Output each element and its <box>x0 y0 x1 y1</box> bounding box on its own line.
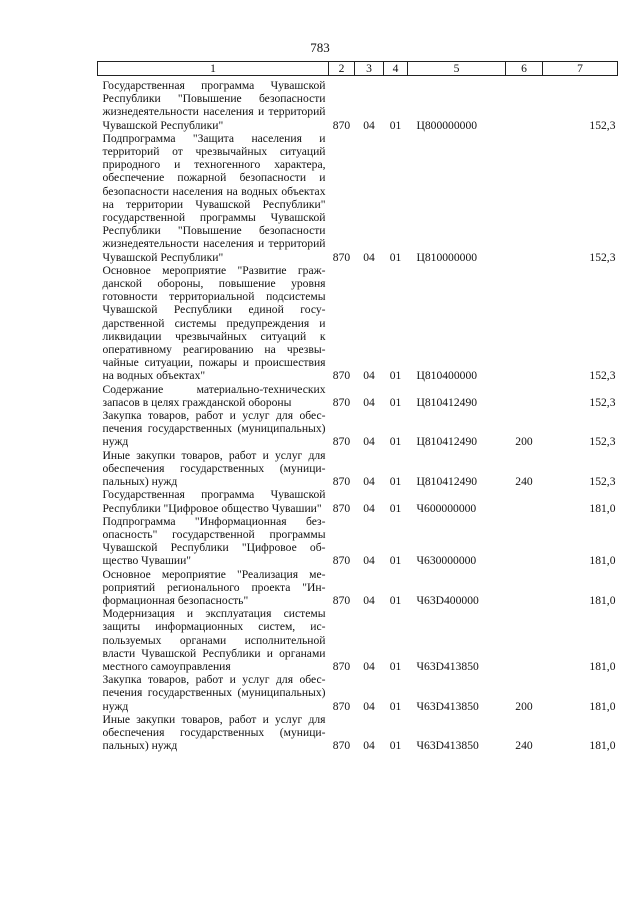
row-ministry-code: 870 <box>332 554 351 568</box>
row-section-code: 04 <box>363 395 375 409</box>
row-ministry-code: 870 <box>332 739 351 753</box>
header-col-2: 2 <box>329 62 355 76</box>
row-expense-type <box>506 568 543 608</box>
row-section-code: 04 <box>363 435 375 449</box>
row-subsection-code: 01 <box>389 369 402 383</box>
row-subsection-code: 01 <box>389 593 402 607</box>
table-header-row <box>98 62 618 76</box>
row-amount: 181,0 <box>589 554 616 568</box>
row-name: Подпрограмма "Защита населения и территорий от чрезвычайных ситуаций природного и техногенного характера, обеспечение пожарной безопасности и безопасности населения на водных объектах на территории Чувашской Республики" государственной программы Чувашской Республики "Повышение безопасности жизнедеятельности населения и территорий Чувашской Республики" <box>102 131 326 264</box>
table-row <box>98 383 618 409</box>
row-subsection-code: 01 <box>389 739 402 753</box>
row-subsection-code: 01 <box>389 699 402 713</box>
row-target-article: Ч63D413850 <box>416 699 479 713</box>
row-expense-type: 240 <box>515 739 533 753</box>
row-ministry-code: 870 <box>332 659 351 673</box>
row-expense-type <box>506 383 543 409</box>
header-col-5: 5 <box>408 62 506 76</box>
header-col-1: 1 <box>98 62 329 76</box>
table-row <box>98 673 618 713</box>
row-expense-type: 200 <box>515 435 533 449</box>
row-name: Закупка товаров, работ и услуг для обеспечения государственных (муниципальных) нужд <box>102 673 326 713</box>
row-expense-type: 200 <box>515 699 533 713</box>
row-amount: 181,0 <box>589 501 616 515</box>
row-name: Основное мероприятие "Реализация мероприятий регионального проекта "Информационная безопасность" <box>102 567 326 607</box>
row-section-code: 04 <box>363 554 375 568</box>
row-ministry-code: 870 <box>332 699 351 713</box>
table-row <box>98 607 618 673</box>
row-name: Основное мероприятие "Развитие гражданской обороны, повышение уровня готовности территориальной подсистемы Чувашской Республики единой государственной системы предупреждения и ликвидации чрезвычайных ситуаций к оперативному реагированию на чрезвычайные ситуации, пожары и происшествия на водных объектах" <box>102 263 326 383</box>
row-subsection-code: 01 <box>389 659 402 673</box>
row-amount: 181,0 <box>589 699 616 713</box>
header-col-6: 6 <box>506 62 543 76</box>
row-name: Содержание материально-технических запасов в целях гражданской обороны <box>102 382 326 409</box>
row-section-code: 04 <box>363 369 375 383</box>
row-subsection-code: 01 <box>389 554 402 568</box>
row-amount: 181,0 <box>589 739 616 753</box>
table-row <box>98 488 618 514</box>
row-amount: 152,3 <box>589 475 616 489</box>
row-section-code: 04 <box>363 659 375 673</box>
row-target-article: Ч63D413850 <box>416 739 479 753</box>
row-name: Государственная программа Чувашской Республики "Повышение безопасности жизнедеятельности населения и территорий Чувашской Республики" <box>102 79 326 132</box>
table-row <box>98 409 618 449</box>
row-ministry-code: 870 <box>332 369 351 383</box>
budget-table <box>97 61 618 752</box>
table-row <box>98 264 618 383</box>
row-target-article: Ч63D413850 <box>416 659 479 673</box>
table-row <box>98 568 618 608</box>
row-amount: 181,0 <box>589 593 616 607</box>
row-amount: 152,3 <box>589 395 616 409</box>
row-name: Иные закупки товаров, работ и услуг для обеспечения государственных (муниципальных) нужд <box>102 712 326 753</box>
row-subsection-code: 01 <box>389 395 402 409</box>
row-section-code: 04 <box>363 250 375 264</box>
row-expense-type <box>506 264 543 383</box>
row-name: Подпрограмма "Информационная безопасность" государственной программы Чувашской Республики "Цифровое общество Чувашии" <box>102 514 326 568</box>
row-section-code: 04 <box>363 699 375 713</box>
row-amount: 181,0 <box>589 659 616 673</box>
row-target-article: Ц810000000 <box>416 250 478 264</box>
row-section-code: 04 <box>363 475 375 489</box>
row-subsection-code: 01 <box>389 250 402 264</box>
row-ministry-code: 870 <box>332 593 351 607</box>
row-ministry-code: 870 <box>332 250 351 264</box>
row-target-article: Ц810412490 <box>416 435 478 449</box>
row-expense-type <box>506 488 543 514</box>
row-ministry-code: 870 <box>332 435 351 449</box>
table-body <box>98 76 618 753</box>
row-name: Закупка товаров, работ и услуг для обеспечения государственных (муниципальных) нужд <box>102 409 326 449</box>
row-amount: 152,3 <box>589 369 616 383</box>
row-subsection-code: 01 <box>389 501 402 515</box>
row-target-article: Ч630000000 <box>416 554 477 568</box>
row-target-article: Ц800000000 <box>416 118 478 132</box>
row-name: Модернизация и эксплуатация системы защиты информационных систем, используемых органами исполнительной власти Чувашской Республики и органами местного самоуправления <box>102 607 326 673</box>
row-expense-type: 240 <box>515 475 533 489</box>
row-subsection-code: 01 <box>389 475 402 489</box>
header-col-4: 4 <box>384 62 408 76</box>
row-ministry-code: 870 <box>332 118 351 132</box>
row-section-code: 04 <box>363 739 375 753</box>
table-row <box>98 515 618 568</box>
header-col-3: 3 <box>355 62 384 76</box>
row-subsection-code: 01 <box>389 435 402 449</box>
row-ministry-code: 870 <box>332 475 351 489</box>
row-section-code: 04 <box>363 501 375 515</box>
row-subsection-code: 01 <box>389 118 402 132</box>
row-amount: 152,3 <box>589 250 616 264</box>
row-expense-type <box>506 132 543 264</box>
table-row <box>98 713 618 753</box>
table-row <box>98 132 618 264</box>
row-target-article: Ц810412490 <box>416 395 478 409</box>
row-expense-type <box>506 515 543 568</box>
table-row <box>98 449 618 489</box>
row-ministry-code: 870 <box>332 395 351 409</box>
row-target-article: Ц810400000 <box>416 369 478 383</box>
row-target-article: Ц810412490 <box>416 475 478 489</box>
page-number: 783 <box>310 40 330 55</box>
row-expense-type <box>506 76 543 132</box>
row-ministry-code: 870 <box>332 501 351 515</box>
row-amount: 152,3 <box>589 118 616 132</box>
row-name: Иные закупки товаров, работ и услуг для обеспечения государственных (муниципальных) нужд <box>102 448 326 489</box>
row-expense-type <box>506 607 543 673</box>
table-row <box>98 76 618 132</box>
row-section-code: 04 <box>363 118 375 132</box>
header-col-7: 7 <box>543 62 618 76</box>
row-target-article: Ч63D400000 <box>416 593 479 607</box>
row-name: Государственная программа Чувашской Республики "Цифровое общество Чувашии" <box>102 488 326 515</box>
row-section-code: 04 <box>363 593 375 607</box>
row-target-article: Ч600000000 <box>416 501 477 515</box>
row-amount: 152,3 <box>589 435 616 449</box>
